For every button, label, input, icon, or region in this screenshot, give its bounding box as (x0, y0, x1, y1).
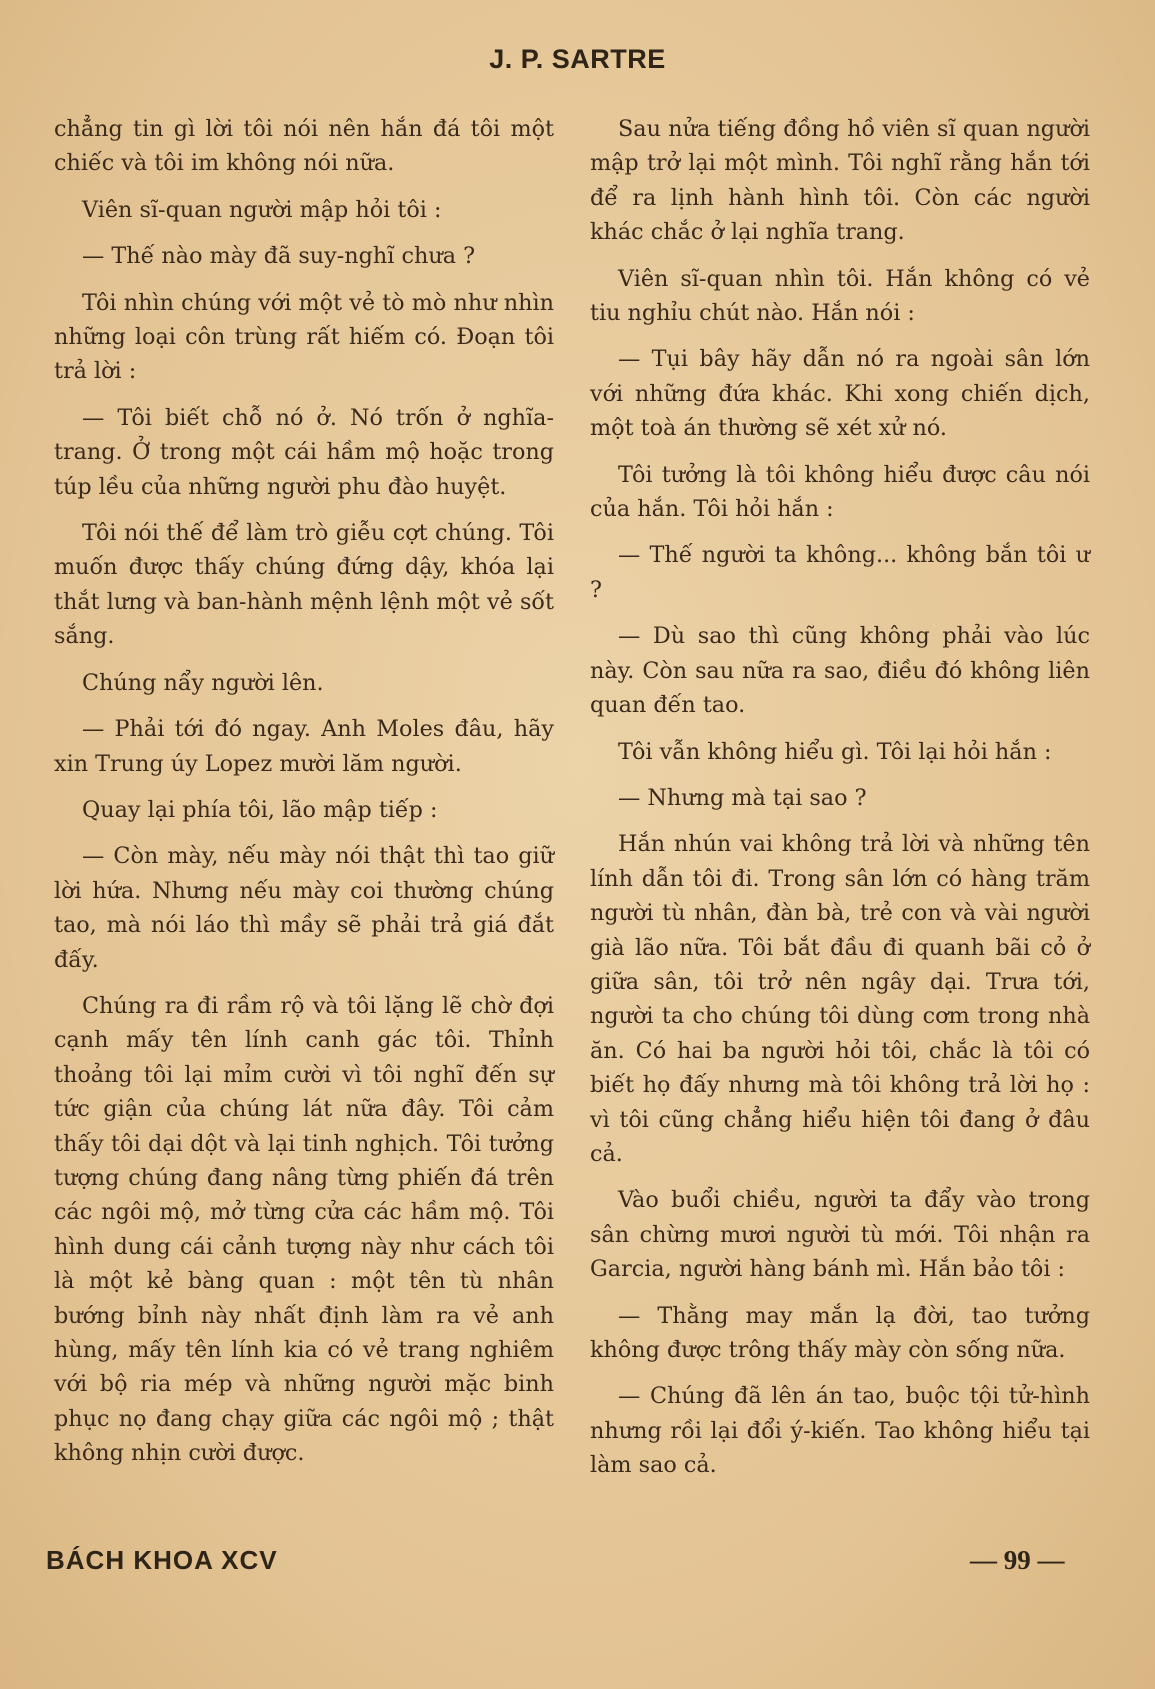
paragraph: — Nhưng mà tại sao ? (618, 784, 867, 811)
paragraph: Tôi nhìn chúng với một vẻ tò mò như nhìn những loại côn trùng rất hiếm có. Đoạn tôi trả lời : (54, 289, 554, 385)
paragraph: Chúng nẩy người lên. (82, 669, 324, 696)
paragraph: — Thằng may mắn lạ đời, tao tưởng không được trông thấy mày còn sống nữa. (590, 1302, 1090, 1363)
paragraph: Tôi vẫn không hiểu gì. Tôi lại hỏi hắn : (618, 738, 1052, 765)
paragraph: Sau nửa tiếng đồng hồ viên sĩ quan người mập trở lại một mình. Tôi nghĩ rằng hắn tới để ra lịnh hành hình tôi. Còn các người khác chắc ở lại nghĩa trang. (590, 116, 1090, 246)
paragraph: — Phải tới đó ngay. Anh Moles đâu, hãy xin Trung úy Lopez mười lăm người. (54, 716, 554, 777)
paragraph: Tôi tưởng là tôi không hiểu được câu nói của hắn. Tôi hỏi hắn : (590, 461, 1090, 523)
running-header: J. P. SARTRE (489, 44, 666, 74)
right-column (590, 112, 1090, 1495)
paragraph: — Chúng đã lên án tao, buộc tội tử-hình nhưng rồi lại đổi ý-kiến. Tao không hiểu tại làm sao cả. (590, 1383, 1090, 1479)
page-number: — 99 — (970, 1545, 1065, 1575)
paragraph: chẳng tin gì lời tôi nói nên hắn đá tôi một chiếc và tôi im không nói nữa. (54, 116, 554, 177)
paragraph: — Thế nào mày đã suy-nghĩ chưa ? (82, 243, 476, 270)
paragraph: — Thế người ta không... không bắn tôi ư ? (590, 542, 1090, 603)
magazine-name: BÁCH KHOA XCV (46, 1545, 278, 1575)
paragraph: Hắn nhún vai không trả lời và những tên lính dẫn tôi đi. Trong sân lớn có hàng trăm người tù nhân, đàn bà, trẻ con và vài người già lão nữa. Tôi bắt đầu đi quanh bãi cỏ ở giữa sân, tôi trở nên ngây dại. Trưa tới, người ta cho chúng tôi dùng cơm trong nhà ăn. Có hai ba người hỏi tôi, chắc là tôi có biết họ đấy nhưng mà tôi không trả lời họ : vì tôi cũng chẳng hiểu hiện tôi đang ở đâu cả. (590, 831, 1090, 1167)
paragraph: Viên sĩ-quan người mập hỏi tôi : (82, 196, 442, 223)
paragraph: Vào buổi chiều, người ta đẩy vào trong sân chừng mươi người tù mới. Tôi nhận ra Garcia, người hàng bánh mì. Hắn bảo tôi : (590, 1187, 1090, 1283)
paragraph: Chúng ra đi rầm rộ và tôi lặng lẽ chờ đợi cạnh mấy tên lính canh gác tôi. Thỉnh thoảng tôi lại mỉm cười vì tôi nghĩ đến sự tức giận của chúng lát nữa đây. Tôi cảm thấy tôi dại dột và lại tinh nghịch. Tôi tưởng tượng chúng đang nâng từng phiến đá trên các ngôi mộ, mở từng cửa các hầm mộ. Tôi hình dung cái cảnh tượng này như cách tôi là một kẻ bàng quan : một tên tù nhân bướng bỉnh này nhất định làm ra vẻ anh hùng, mấy tên lính kia có vẻ trang nghiêm với bộ ria mép và những người mặc binh phục nọ đang chạy giữa các ngôi mộ ; thật không nhịn cười được. (54, 992, 554, 1467)
paragraph: Tôi nói thế để làm trò giễu cợt chúng. Tôi muốn được thấy chúng đứng dậy, khóa lại thắt lưng và ban-hành mệnh lệnh một vẻ sốt sắng. (54, 520, 554, 650)
paragraph: — Dù sao thì cũng không phải vào lúc này. Còn sau nữa ra sao, điều đó không liên quan đến tao. (590, 623, 1090, 719)
paragraph: Viên sĩ-quan nhìn tôi. Hắn không có vẻ tiu nghỉu chút nào. Hắn nói : (590, 265, 1090, 327)
left-column (54, 112, 554, 1483)
paragraph: — Còn mày, nếu mày nói thật thì tao giữ lời hứa. Nhưng nếu mày coi thường chúng tao, mà nói láo thì mầy sẽ phải trả giá đắt đấy. (54, 843, 554, 973)
paragraph: — Tôi biết chỗ nó ở. Nó trốn ở nghĩa-trang. Ở trong một cái hầm mộ hoặc trong túp lều của những người phu đào huyệt. (54, 404, 554, 500)
paragraph: Quay lại phía tôi, lão mập tiếp : (82, 796, 438, 823)
paragraph: — Tụi bây hãy dẫn nó ra ngoài sân lớn với những đứa khác. Khi xong chiến dịch, một toà án thường sẽ xét xử nó. (590, 346, 1090, 442)
